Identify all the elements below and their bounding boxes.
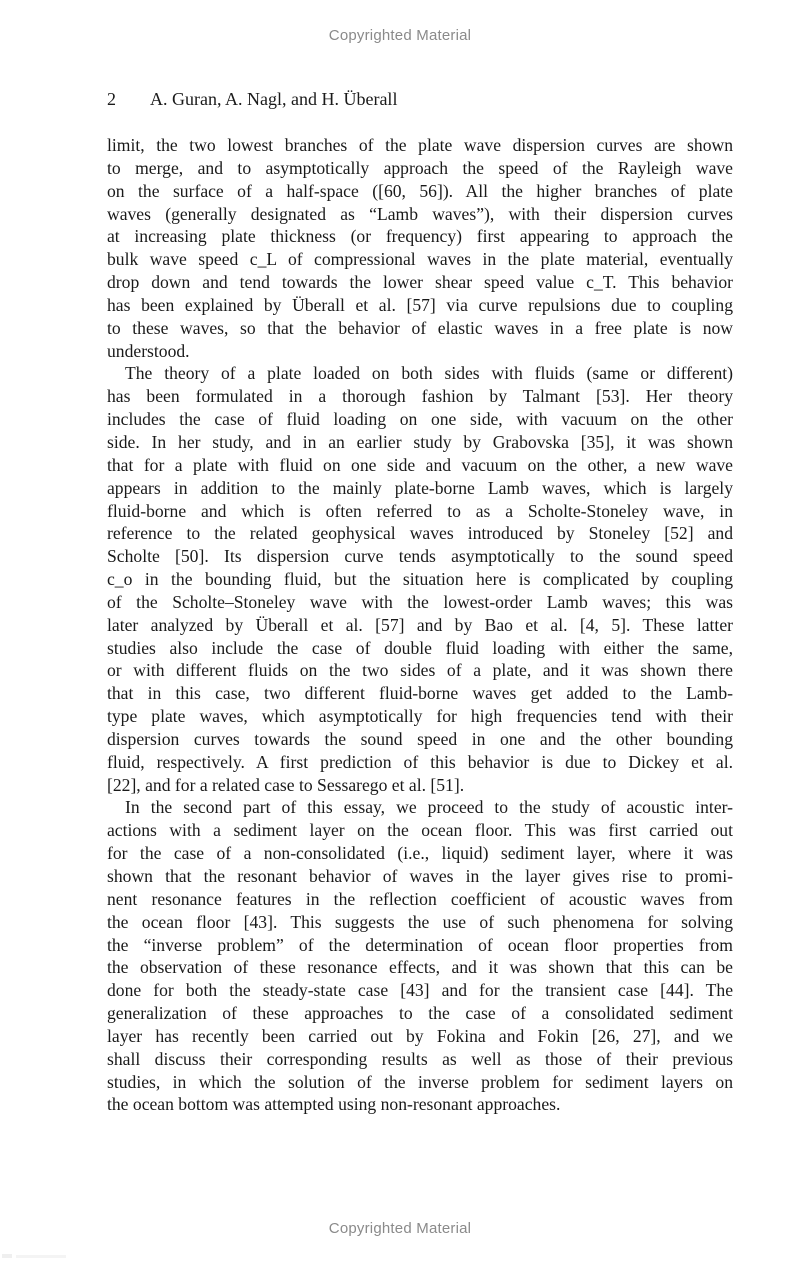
paragraph-1 bbox=[107, 134, 733, 362]
text-line: shown that the resonant behavior of waves in the layer gives rise to promi- bbox=[107, 866, 733, 886]
text-line: the “inverse problem” of the determination of ocean floor properties from bbox=[107, 934, 733, 955]
scan-artifact-mark bbox=[2, 1252, 72, 1260]
text-line: limit, the two lowest branches of the plate wave dispersion curves are shown bbox=[107, 135, 733, 155]
text-line: appears in addition to the mainly plate-borne Lamb waves, which is largely bbox=[107, 477, 733, 498]
copyright-watermark-bottom: Copyrighted Material bbox=[328, 1220, 472, 1237]
text-line: Scholte [50]. Its dispersion curve tends asymptotically to the sound speed bbox=[107, 546, 733, 567]
text-line: of the Scholte–Stoneley wave with the lowest-order Lamb waves; this was bbox=[107, 591, 733, 612]
text-line: studies also include the case of double fluid loading with either the same, bbox=[107, 637, 733, 658]
text-line: bulk wave speed c_L of compressional waves in the plate material, eventually bbox=[107, 249, 733, 270]
text-line: the ocean floor [43]. This suggests the use of such phenomena for solving bbox=[107, 911, 733, 932]
text-line: or with different fluids on the two sides of a plate, and it was shown there bbox=[107, 660, 733, 681]
text-line: c_o in the bounding fluid, but the situation here is complicated by coupling bbox=[107, 569, 733, 590]
text-line: layer has recently been carried out by Fokina and Fokin [26, 27], and we bbox=[107, 1025, 733, 1046]
text-line: done for both the steady-state case [43] and for the transient case [44]. The bbox=[107, 980, 733, 1001]
text-line: fluid-borne and which is often referred to as a Scholte-Stoneley wave, in bbox=[107, 500, 733, 521]
text-line: that for a plate with fluid on one side and vacuum on the other, a new wave bbox=[107, 454, 733, 475]
text-line: generalization of these approaches to the case of a consolidated sediment bbox=[107, 1003, 733, 1024]
text-line: waves (generally designated as “Lamb waves”), with their dispersion curves bbox=[107, 203, 733, 224]
text-line: at increasing plate thickness (or frequency) first appearing to approach the bbox=[107, 226, 733, 247]
text-line: has been formulated in a thorough fashion by Talmant [53]. Her theory bbox=[107, 386, 733, 407]
text-line: dispersion curves towards the sound speed in one and the other bounding bbox=[107, 728, 733, 749]
page-number: 2 bbox=[107, 89, 116, 109]
running-head-authors: A. Guran, A. Nagl, and H. Überall bbox=[150, 89, 398, 109]
text-line: to merge, and to asymptotically approach the speed of the Rayleigh wave bbox=[107, 157, 733, 178]
text-line: The theory of a plate loaded on both sides with fluids (same or different) bbox=[125, 363, 733, 384]
text-line: understood. bbox=[107, 340, 190, 361]
running-head bbox=[107, 88, 733, 111]
text-line: side. In her study, and in an earlier study by Grabovska [35], it was shown bbox=[107, 431, 733, 452]
text-line: [22], and for a related case to Sessarego et al. [51]. bbox=[107, 774, 465, 795]
text-line: fluid, respectively. A first prediction of this behavior is due to Dickey et al. bbox=[107, 751, 733, 772]
paragraph-2 bbox=[107, 362, 733, 796]
text-line: In the second part of this essay, we proceed to the study of acoustic inter- bbox=[125, 797, 733, 818]
text-line: nent resonance features in the reflection coefficient of acoustic waves from bbox=[107, 888, 733, 909]
text-line: to these waves, so that the behavior of elastic waves in a free plate is now bbox=[107, 317, 733, 338]
text-line: studies, in which the solution of the inverse problem for sediment layers on bbox=[107, 1071, 733, 1092]
text-line: that in this case, two different fluid-borne waves get added to the Lamb- bbox=[107, 683, 733, 704]
text-line: type plate waves, which asymptotically for high frequencies tend with their bbox=[107, 706, 733, 727]
text-line: reference to the related geophysical waves introduced by Stoneley [52] and bbox=[107, 523, 733, 544]
text-line: for the case of a non-consolidated (i.e., liquid) sediment layer, where it was bbox=[107, 843, 733, 864]
text-line: on the surface of a half-space ([60, 56]). All the higher branches of plate bbox=[107, 180, 733, 201]
text-line: actions with a sediment layer on the ocean floor. This was first carried out bbox=[107, 820, 733, 841]
text-line: later analyzed by Überall et al. [57] and by Bao et al. [4, 5]. These latter bbox=[107, 614, 733, 635]
text-line: includes the case of fluid loading on one side, with vacuum on the other bbox=[107, 409, 733, 430]
text-line: has been explained by Überall et al. [57] via curve repulsions due to coupling bbox=[107, 294, 733, 315]
text-line: drop down and tend towards the lower shear speed value c_T. This behavior bbox=[107, 272, 733, 293]
paragraph-3 bbox=[107, 796, 733, 1116]
body-text bbox=[107, 134, 733, 1116]
text-line: the ocean bottom was attempted using non-resonant approaches. bbox=[107, 1094, 561, 1115]
text-line: the observation of these resonance effects, and it was shown that this can be bbox=[107, 957, 733, 978]
copyright-watermark-top: Copyrighted Material bbox=[328, 27, 472, 44]
text-line: shall discuss their corresponding results as well as those of their previous bbox=[107, 1048, 733, 1069]
